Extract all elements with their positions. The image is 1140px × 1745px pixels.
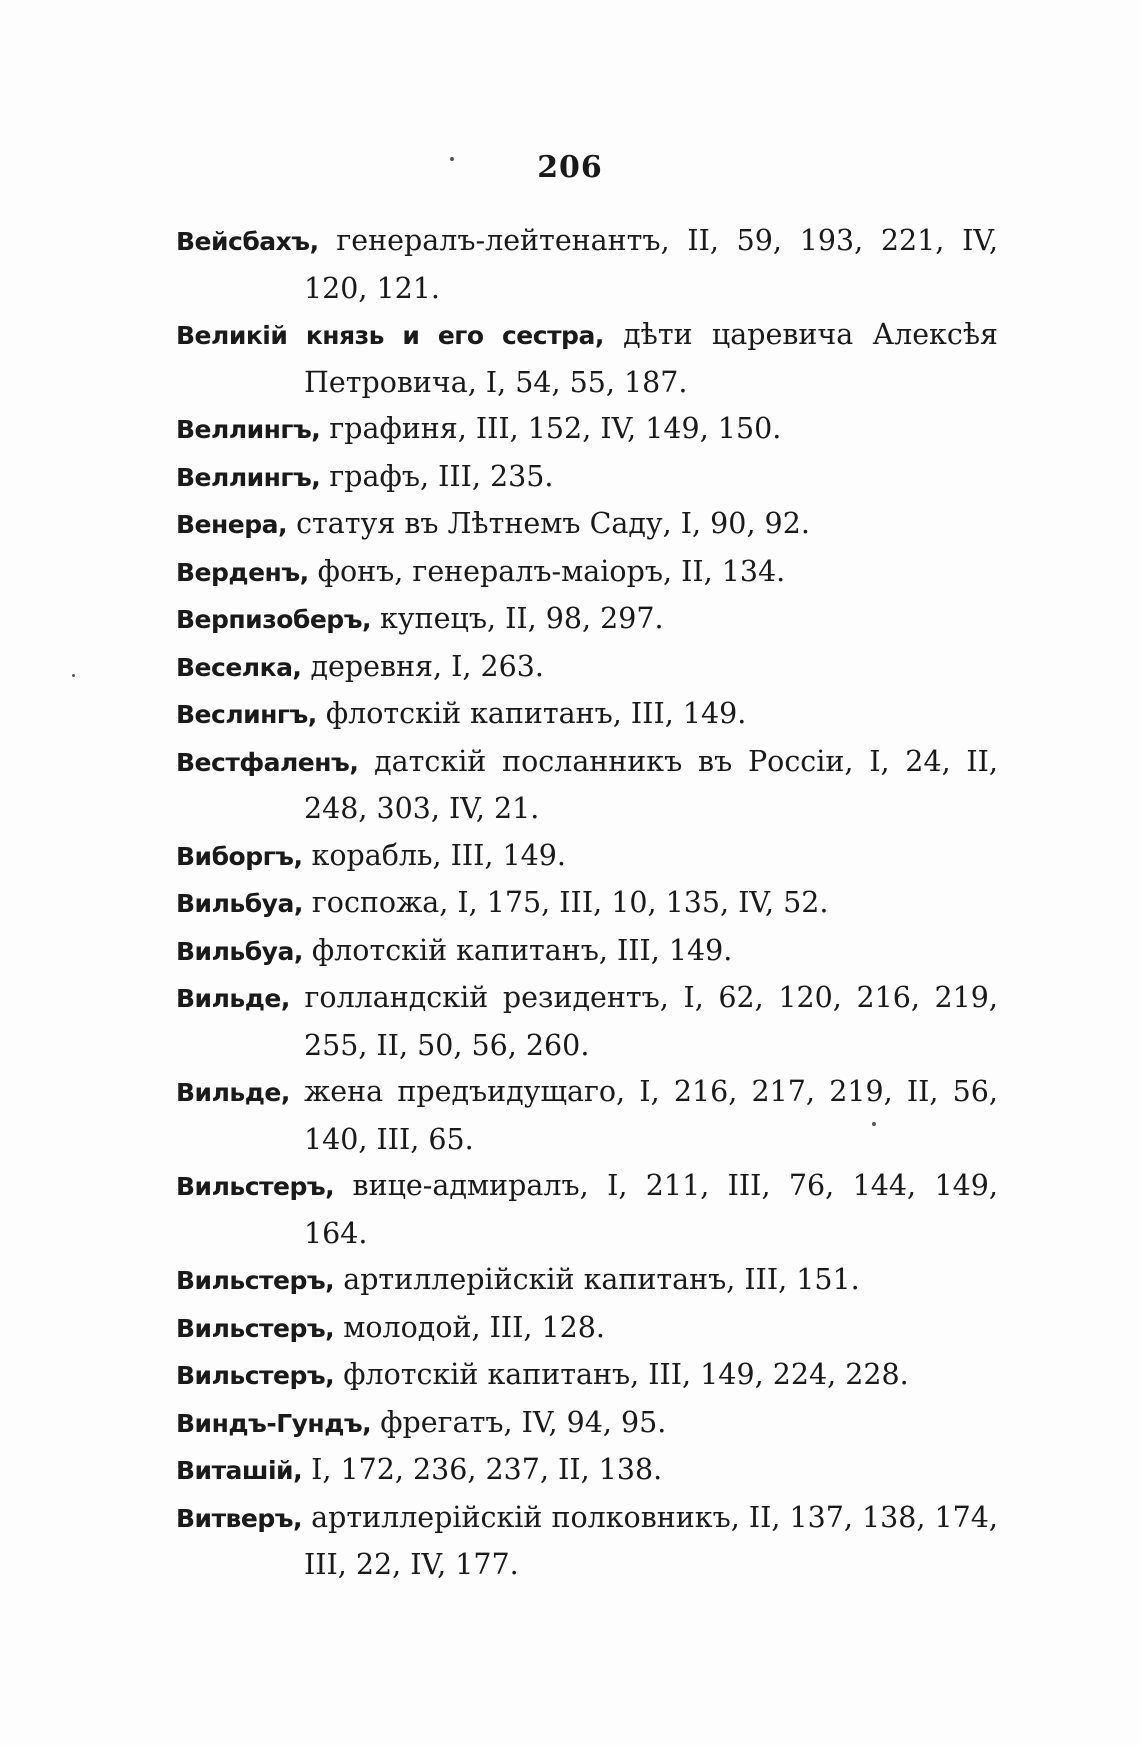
index-entry: [176, 312, 998, 406]
index-entry: [176, 1400, 998, 1448]
index-entry: [176, 975, 998, 1069]
entry-references: деревня, I, 263.: [301, 649, 544, 683]
entry-references: молодой, III, 128.: [334, 1310, 605, 1344]
entry-references: артиллерійскій полковникъ, II, 137, 138, 174, III, 22, IV, 177.: [302, 1500, 998, 1581]
index-entry: [176, 1163, 998, 1257]
entry-headword: Вильстеръ,: [176, 1266, 335, 1295]
index-entry: [176, 596, 998, 644]
entry-headword: Виндъ-Гундъ,: [176, 1408, 372, 1438]
index-entry: [176, 501, 998, 549]
index-entry: [176, 1257, 998, 1305]
entry-headword: Веслингъ,: [176, 700, 317, 729]
entry-headword: Верденъ,: [176, 557, 309, 587]
index-entry: [176, 406, 998, 454]
entry-references: артиллерійскій капитанъ, III, 151.: [334, 1263, 860, 1296]
index-entry: [176, 691, 998, 739]
entry-headword: Верпизоберъ,: [176, 605, 371, 634]
name-index: [176, 218, 998, 1589]
entry-headword: Витверъ,: [176, 1503, 303, 1533]
entry-headword: Веллингъ,: [176, 462, 321, 492]
entry-references: купецъ, II, 98, 297.: [371, 602, 664, 635]
entry-headword: Вильстеръ,: [176, 1361, 335, 1390]
index-entry: [176, 880, 998, 928]
entry-headword: Вильстеръ,: [176, 1313, 335, 1343]
index-entry: [176, 1305, 998, 1353]
index-entry: [176, 1069, 998, 1163]
ink-speck: [72, 674, 75, 677]
entry-references: флотскій капитанъ, III, 149, 224, 228.: [334, 1358, 909, 1391]
ink-speck: [872, 1122, 876, 1126]
entry-references: I, 172, 236, 237, II, 138.: [302, 1453, 663, 1486]
entry-references: корабль, III, 149.: [302, 838, 566, 872]
index-entry: [176, 549, 998, 597]
entry-headword: Вильстеръ,: [176, 1172, 335, 1201]
ink-speck: [450, 157, 454, 161]
entry-headword: Веллингъ,: [176, 415, 321, 444]
entry-references: фрегатъ, IV, 94, 95.: [371, 1405, 667, 1439]
entry-headword: Вильбуа,: [176, 889, 303, 918]
entry-headword: Венера,: [176, 510, 288, 539]
entry-references: генералъ-лейтенантъ, II, 59, 193, 221, IV, 120, 121.: [304, 224, 998, 305]
entry-references: графъ, III, 235.: [320, 459, 554, 493]
index-entry: [176, 644, 998, 692]
entry-headword: Вильде,: [176, 1078, 290, 1107]
entry-references: датскій посланникъ въ Россіи, I, 24, II, 248, 303, IV, 21.: [304, 744, 998, 825]
entry-references: фонъ, генералъ-маіоръ, II, 134.: [308, 554, 786, 588]
entry-headword: Виташій,: [176, 1456, 303, 1485]
entry-references: статуя въ Лѣтнемъ Саду, I, 90, 92.: [287, 507, 810, 540]
index-entry: [176, 454, 998, 502]
entry-headword: Виборгъ,: [176, 841, 303, 871]
index-entry: [176, 218, 998, 312]
entry-references: графиня, III, 152, IV, 149, 150.: [320, 412, 782, 445]
page-number: 206: [537, 150, 603, 185]
entry-references: жена предъидущаго, I, 216, 217, 219, II, 56, 140, III, 65.: [289, 1075, 998, 1156]
entry-headword: Вестфаленъ,: [176, 747, 359, 777]
entry-headword: Вильде,: [176, 984, 290, 1013]
index-entry: [176, 1352, 998, 1400]
index-entry: [176, 833, 998, 881]
index-entry: [176, 739, 998, 833]
entry-references: флотскій капитанъ, III, 149.: [316, 697, 747, 730]
entry-references: дѣти царевича Алексѣя Петровича, I, 54, 55, 187.: [304, 318, 998, 399]
entry-headword: Вильбуа,: [176, 936, 303, 966]
entry-references: флотскій капитанъ, III, 149.: [302, 933, 733, 967]
entry-references: вице-адмиралъ, I, 211, III, 76, 144, 149, 164.: [304, 1169, 998, 1250]
index-entry: [176, 928, 998, 976]
index-entry: [176, 1495, 998, 1589]
entry-headword: Веселка,: [176, 652, 302, 682]
entry-headword: Вейсбахъ,: [176, 227, 319, 256]
entry-references: госпожа, I, 175, III, 10, 135, IV, 52.: [302, 886, 829, 919]
entry-headword: Великій князь и его сестра,: [176, 321, 604, 350]
index-entry: [176, 1447, 998, 1495]
entry-references: голландскій резидентъ, I, 62, 120, 216, 219, 255, II, 50, 56, 260.: [289, 981, 998, 1062]
